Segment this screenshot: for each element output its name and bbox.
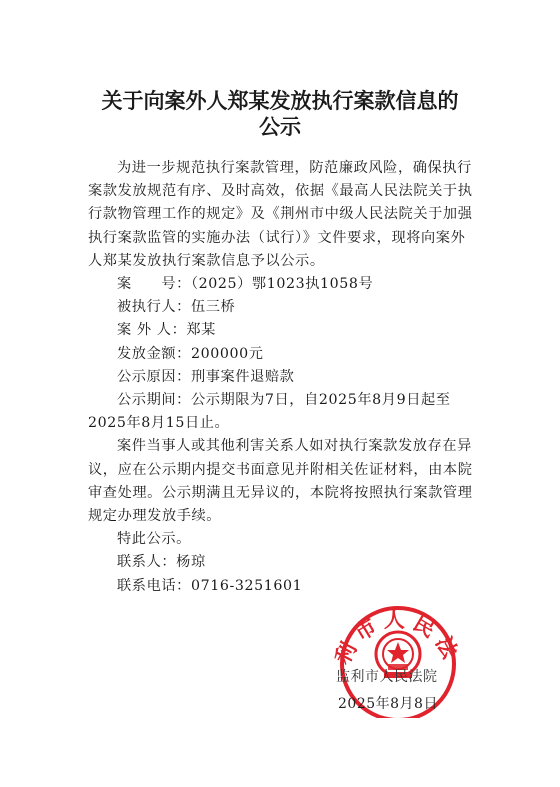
document-body: [88, 157, 476, 598]
issuing-court: 监利市人民法院: [336, 669, 438, 685]
payout-amount: 发放金额：200000元: [117, 345, 264, 362]
title-line-1: 关于向案外人郑某发放执行案款信息的: [101, 88, 459, 113]
notice-reason: 公示原因：刑事案件退赔款: [117, 368, 295, 385]
document-title: [60, 88, 500, 140]
contact-phone: 联系电话：0716-3251601: [117, 577, 303, 594]
objection-paragraph: 案件当事人或其他利害关系人如对执行案款发放存在异议，应在公示期内提交书面意见并附相关佐证材料，由本院审查处理。公示期满且无异议的，本院将按照执行案款管理规定办理发放手续。: [88, 438, 473, 525]
case-number: 案 号：（2025）鄂1023执1058号: [117, 276, 374, 293]
intro-paragraph: 为进一步规范执行案款管理，防范廉政风险，确保执行案款发放规范有序、及时高效，依据《最高人民法院关于执行款物管理工作的规定》及《荆州市中级人民法院关于加强执行案款监管的实施办法（试行）》文件要求，现将向案外人郑某发放执行案款信息予以公示。: [88, 160, 473, 269]
seal-arc-text: 利市人民法: [329, 606, 466, 669]
outsider: 案 外 人：郑某: [117, 322, 216, 339]
contact-person: 联系人：杨琼: [117, 554, 206, 571]
title-line-2: 公示: [259, 114, 301, 139]
executee: 被执行人：伍三桥: [117, 299, 236, 316]
closing-line: 特此公示。: [117, 531, 191, 548]
notice-period: 公示期间：公示期限为7日，自2025年8月9日起至2025年8月15日止。: [88, 392, 451, 432]
issue-date: 2025年8月8日: [338, 696, 438, 712]
